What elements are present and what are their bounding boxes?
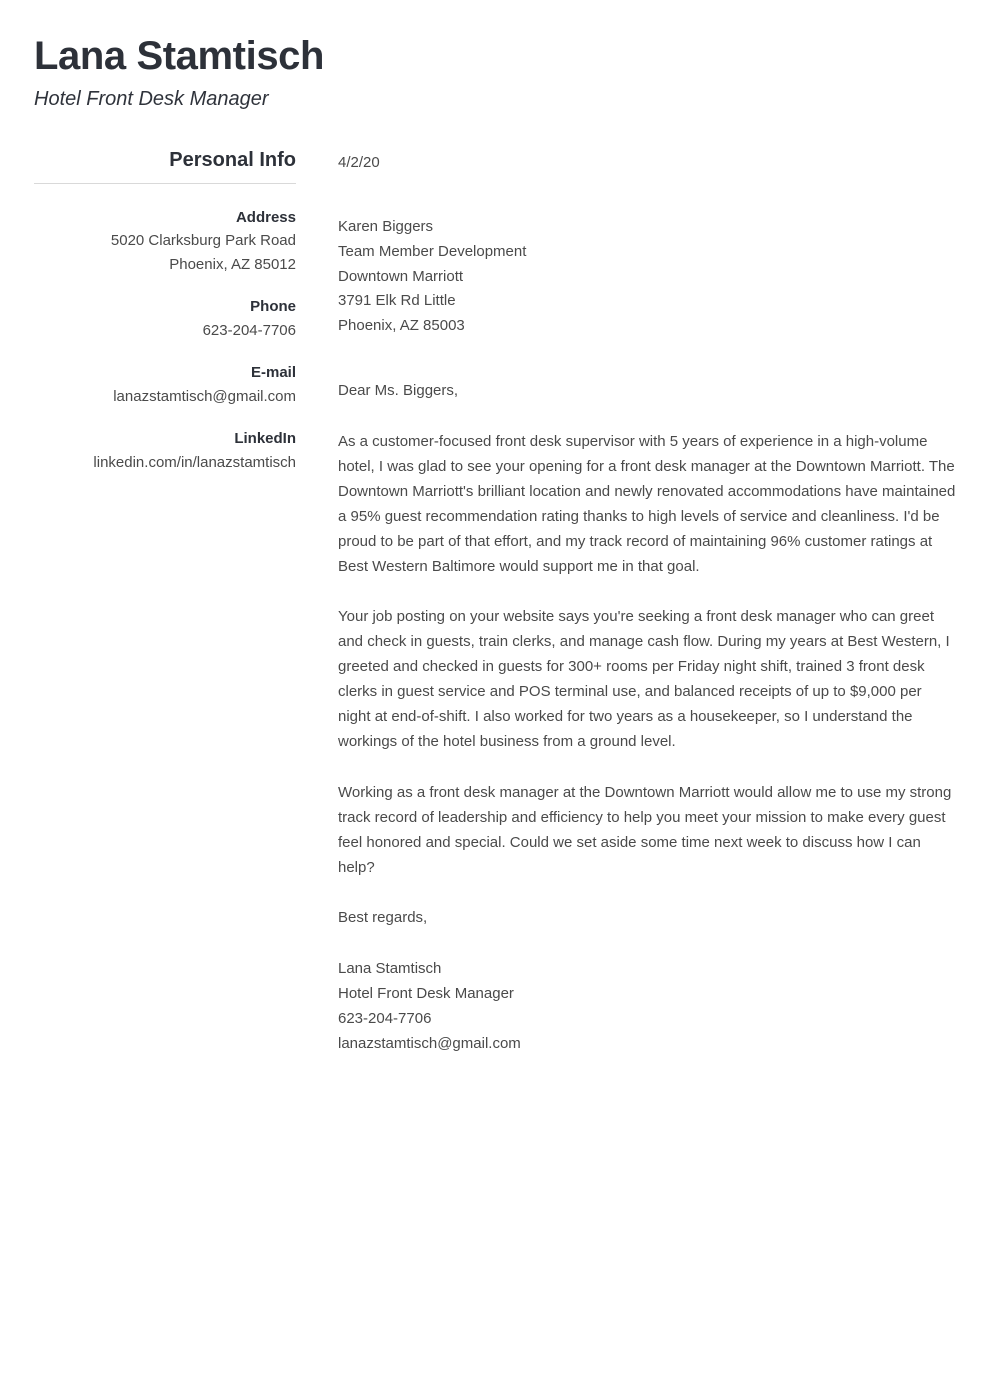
- personal-info-sidebar: [34, 147, 296, 493]
- info-value-linkedin[interactable]: linkedin.com/in/lanazstamtisch: [93, 453, 296, 471]
- info-value: 5020 Clarksburg Park Road: [110, 232, 296, 250]
- recipient-line: Phoenix, AZ 85003: [338, 317, 465, 335]
- candidate-name: Lana Stamtisch: [34, 34, 325, 78]
- info-block-phone: [34, 295, 296, 342]
- info-block-email: [34, 361, 296, 408]
- salutation: Dear Ms. Biggers,: [338, 382, 459, 400]
- content-columns: [0, 147, 990, 1057]
- candidate-job-title: Hotel Front Desk Manager: [34, 87, 269, 110]
- recipient-line: Team Member Development: [338, 242, 527, 260]
- signature-block: [338, 957, 958, 1057]
- letter-header: [0, 0, 990, 111]
- closing-phrase: Best regards,: [338, 909, 428, 927]
- signature-name: Lana Stamtisch: [338, 960, 442, 978]
- letter-paragraph-1: As a customer-focused front desk supervisor with 5 years of experience in a high-volume hotel, I was glad to see your opening for a front desk manager at the Downtown Marriott. The Downtown Marriott's brilliant location and newly renovated accommodations have maintained a 95% guest recommendation rating thanks to high levels of service and cleanliness. I'd be proud to be part of that effort, and my track record of maintaining 96% customer ratings at Best Western Baltimore would support me in that goal.: [338, 433, 956, 575]
- signature-phone: 623-204-7706: [338, 1010, 432, 1028]
- info-value-email[interactable]: lanazstamtisch@gmail.com: [113, 387, 296, 405]
- letter-paragraph-2: Your job posting on your website says you're seeking a front desk manager who can greet and check in guests, train clerks, and manage cash flow. During my years at Best Western, I greeted and checked in guests for 300+ rooms per Friday night shift, trained 3 front desk clerks in guest service and POS terminal use, and balanced receipts of up to $9,000 per night at end-of-shift. I also worked for two years as a housekeeper, so I understand the workings of the hotel business from a ground level.: [338, 608, 950, 750]
- info-block-linkedin: [34, 427, 296, 474]
- info-label: Address: [235, 208, 296, 226]
- signature-email[interactable]: lanazstamtisch@gmail.com: [338, 1034, 521, 1052]
- letter-date: 4/2/20: [338, 153, 380, 171]
- letter-paragraph-3: Working as a front desk manager at the Downtown Marriott would allow me to use my strong track record of leadership and efficiency to help you meet your mission to make every guest feel honored and special. Could we set aside some time next week to discuss how I can help?: [338, 783, 952, 876]
- recipient-line: 3791 Elk Rd Little: [338, 292, 456, 310]
- info-label: LinkedIn: [234, 430, 296, 448]
- recipient-line: Karen Biggers: [338, 217, 434, 235]
- info-label: E-mail: [250, 364, 296, 382]
- info-value: Phoenix, AZ 85012: [169, 255, 296, 273]
- sidebar-divider: [34, 183, 296, 184]
- recipient-line: Downtown Marriott: [338, 267, 464, 285]
- info-value: 623-204-7706: [202, 321, 296, 339]
- letter-body: [338, 147, 958, 1057]
- personal-info-heading: Personal Info: [169, 148, 296, 171]
- recipient-address-block: [338, 215, 958, 339]
- info-label: Phone: [250, 298, 296, 316]
- info-block-address: [34, 206, 296, 277]
- signature-title: Hotel Front Desk Manager: [338, 985, 514, 1003]
